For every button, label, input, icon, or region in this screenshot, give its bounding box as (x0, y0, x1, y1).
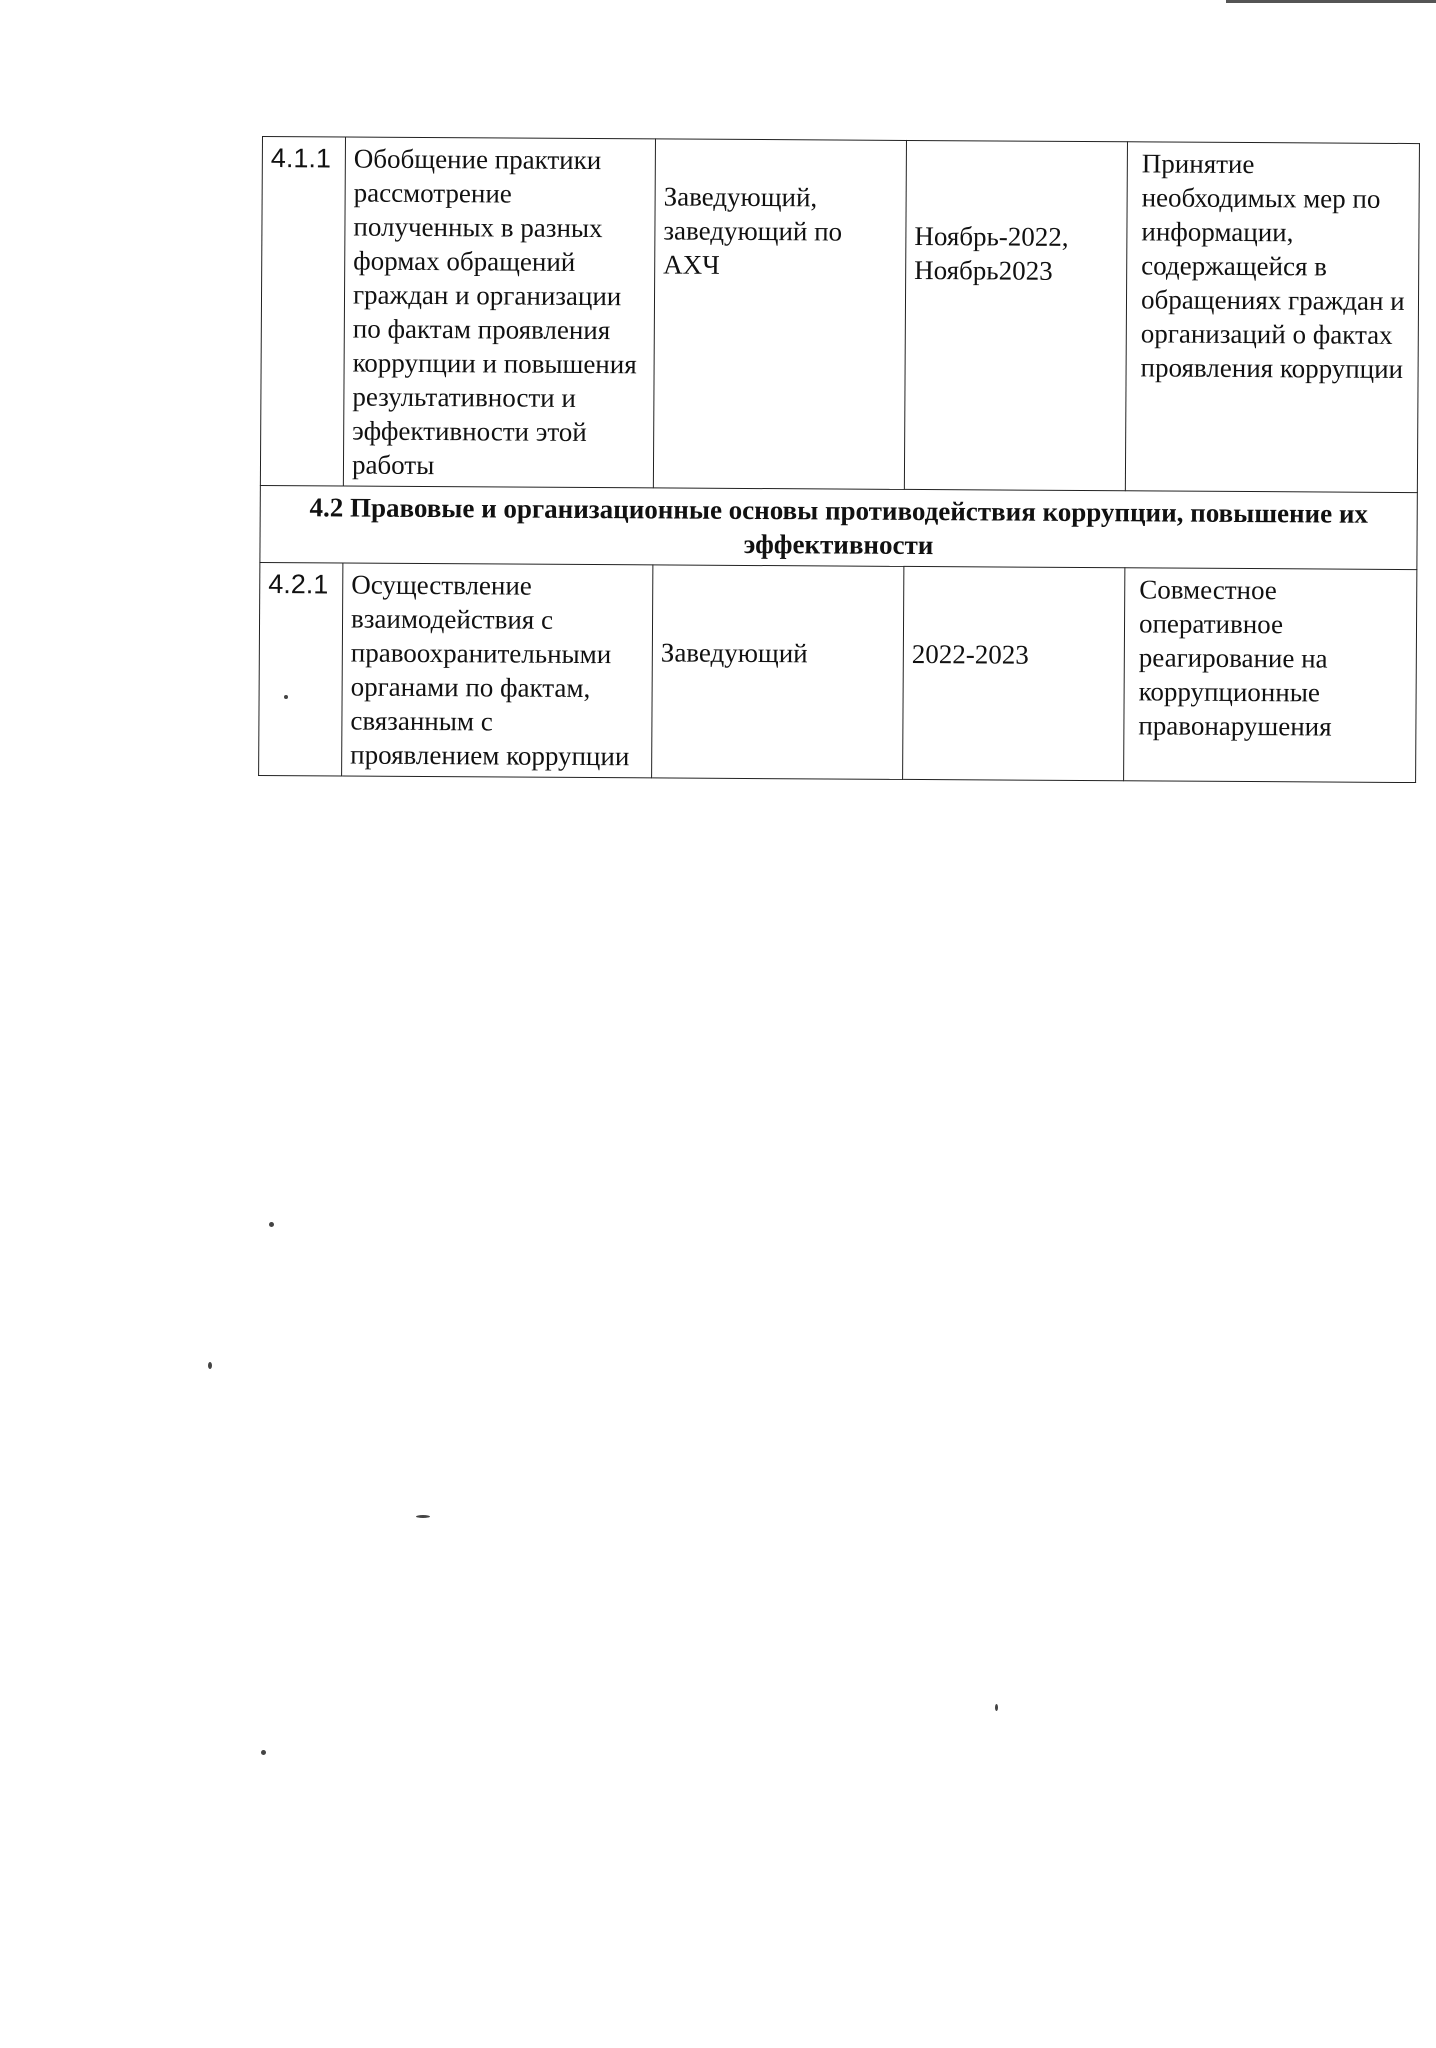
anticorruption-plan-table (258, 136, 1420, 783)
activity-cell: Обобщение практики рассмотрение полученных в разных формах обращений граждан и организации по фактам проявления коррупции и повышения результативности и эффективности этой работы (343, 137, 655, 488)
section-row (260, 485, 1417, 569)
result-cell: Совместное оперативное реагирование на коррупционные правонарушения (1124, 568, 1417, 783)
responsible-cell: Заведующий, заведующий по АХЧ (653, 139, 906, 490)
activity-cell: Осуществление взаимодействия с правоохранительными органами по фактам, связанным с проявлением коррупции (342, 563, 653, 778)
scan-edge-mark (1226, 0, 1436, 3)
result-cell: Принятие необходимых мер по информации, содержащейся в обращениях граждан и организаций о фактах проявления коррупции (1125, 142, 1419, 493)
scan-speck (261, 1750, 266, 1755)
scan-speck (269, 1222, 274, 1227)
table-row (259, 562, 1417, 782)
responsible-cell: Заведующий (652, 565, 904, 780)
deadline-cell: 2022-2023 (903, 566, 1125, 780)
scan-speck (995, 1704, 998, 1711)
item-number: 4.1.1 (260, 137, 345, 487)
scan-speck (416, 1515, 430, 1518)
table-row (260, 137, 1419, 493)
item-number: 4.2.1 (259, 562, 343, 776)
scan-speck (284, 695, 288, 699)
scan-speck (208, 1362, 212, 1369)
section-heading: 4.2 Правовые и организационные основы противодействия коррупции, повышение их эффективности (260, 485, 1417, 569)
deadline-cell: Ноябрь-2022, Ноябрь2023 (904, 140, 1127, 490)
